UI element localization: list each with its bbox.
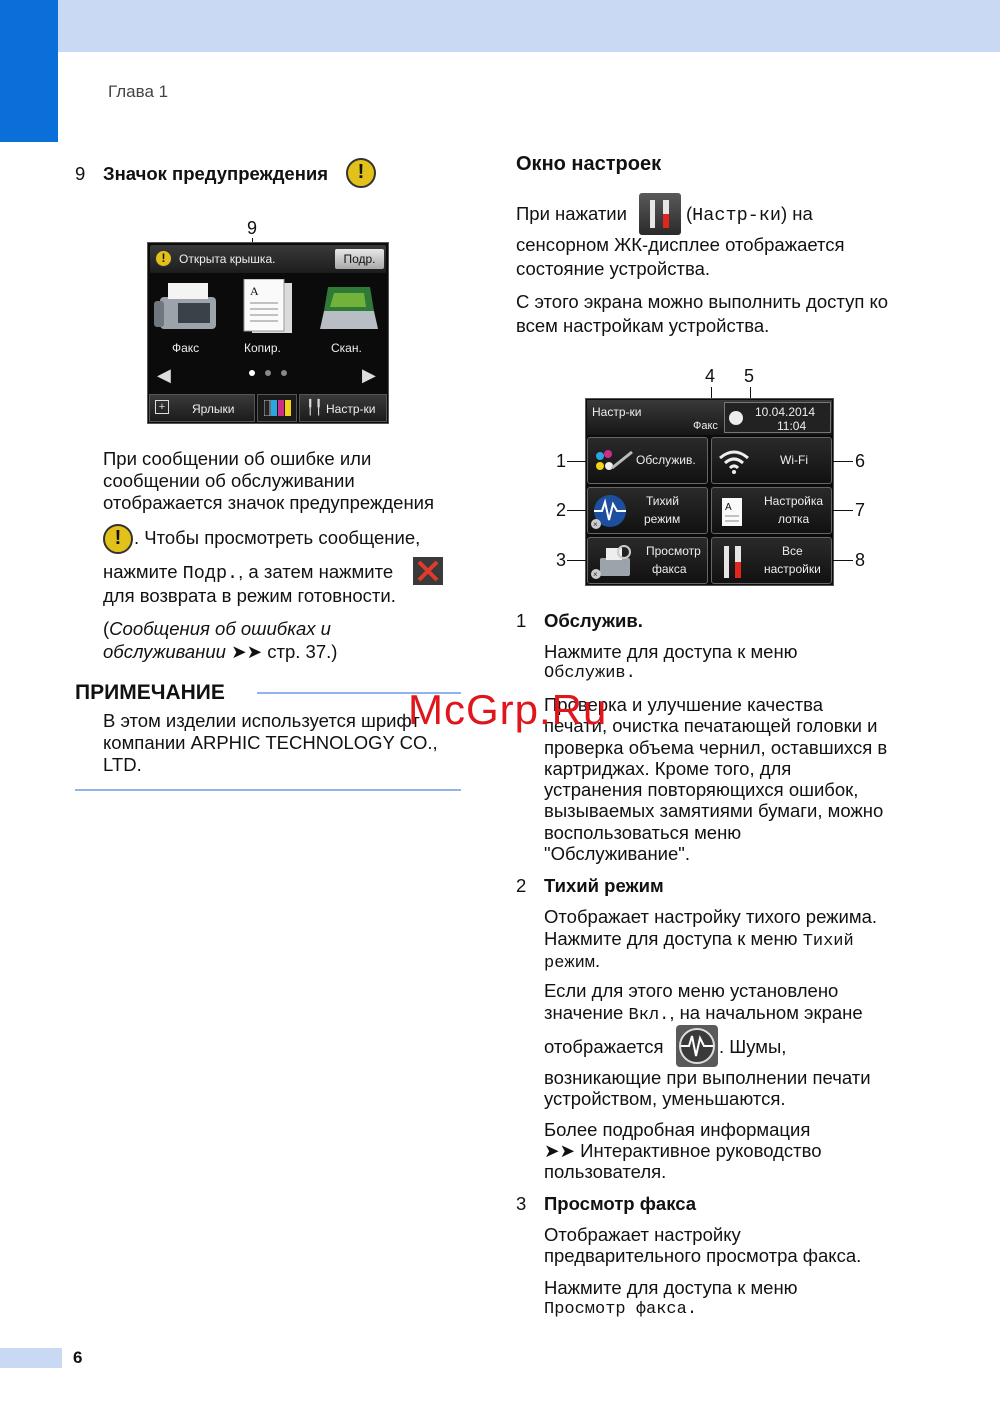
text-line: При сообщении об ошибке или xyxy=(103,448,372,469)
callout-line xyxy=(833,510,853,511)
header-band xyxy=(58,0,1000,52)
maintenance-tile[interactable] xyxy=(587,437,708,484)
warning-paragraph xyxy=(103,448,473,514)
text-fragment: значение xyxy=(544,1002,629,1023)
callout-number: 2 xyxy=(556,500,567,520)
text-line: С этого экрана можно выполнить доступ ко xyxy=(516,291,889,312)
screwdriver-shape xyxy=(650,200,655,228)
text-line: компании ARPHIC TECHNOLOGY CO., xyxy=(103,732,438,753)
text-fragment: , а затем нажмите xyxy=(238,561,394,582)
svg-text:×: × xyxy=(593,570,598,579)
close-icon xyxy=(413,557,443,585)
fax-icon[interactable] xyxy=(154,279,220,335)
date-time-button[interactable] xyxy=(724,402,831,433)
item-number: 2 xyxy=(516,875,527,896)
paper-icon xyxy=(720,496,746,528)
intro-paragraph xyxy=(516,234,845,280)
text-line xyxy=(544,950,600,975)
page-dot xyxy=(249,370,255,376)
text-line: устранения повторяющихся ошибок, xyxy=(544,779,859,801)
mode-label: Факс xyxy=(693,420,718,432)
callout-number: 9 xyxy=(247,218,258,238)
tools-icon xyxy=(720,544,746,580)
text-line: Отображает настройку xyxy=(544,1224,741,1245)
chapter-tab xyxy=(0,0,58,142)
page-dot xyxy=(265,370,271,376)
text-line: устройством, уменьшаются. xyxy=(544,1088,786,1109)
tile-label: Все xyxy=(782,544,803,558)
ink-levels-icon xyxy=(264,400,292,416)
app-label-fax: Факс xyxy=(172,341,200,355)
text-line: отображается значок предупреждения xyxy=(103,492,435,513)
text-line: для возврата в режим готовности. xyxy=(103,585,396,606)
wrench-handle xyxy=(663,214,669,228)
svg-text:A: A xyxy=(725,502,732,513)
text-line: состояние устройства. xyxy=(516,258,710,279)
text-line: всем настройкам устройства. xyxy=(516,315,770,336)
footer-band xyxy=(0,1348,62,1368)
text-fragment: ( xyxy=(686,203,693,224)
callout-line xyxy=(833,560,853,561)
item-title: Тихий режим xyxy=(544,875,664,896)
text-line: Более подробная информация xyxy=(544,1119,811,1140)
text-line xyxy=(686,203,813,227)
right-arrow-icon[interactable]: ▶ xyxy=(362,365,376,385)
text-fragment: Нажмите для доступа к меню xyxy=(544,928,798,949)
text-line: "Обслуживание". xyxy=(544,843,691,865)
warning-icon: ! xyxy=(155,250,172,267)
tile-label: Настройка xyxy=(764,494,824,508)
tile-label: режим xyxy=(644,512,681,526)
section-heading: Окно настроек xyxy=(516,153,662,175)
settings-icon xyxy=(639,193,681,235)
tray-setting-tile[interactable] xyxy=(711,487,832,534)
watermark: McGrp.Ru xyxy=(408,686,608,733)
item-number: 1 xyxy=(516,610,527,631)
text-fragment: . xyxy=(595,950,601,971)
svg-text:A: A xyxy=(250,284,259,298)
callout-line xyxy=(567,461,587,462)
text-line: . Шумы, xyxy=(719,1036,787,1057)
callout-number: 5 xyxy=(744,366,755,386)
text-line: сообщении об обслуживании xyxy=(103,470,355,491)
text-line: LTD. xyxy=(103,754,142,775)
text-line xyxy=(544,1140,822,1162)
ref-title: Сообщения об ошибках и xyxy=(109,618,331,639)
text-line: Отображает настройку тихого режима. xyxy=(544,906,878,927)
tile-label: Обслужив. xyxy=(636,453,696,467)
shortcuts-button[interactable] xyxy=(149,394,255,422)
warning-icon: ! xyxy=(103,524,133,554)
text-line xyxy=(544,1002,863,1027)
section-heading: Значок предупреждения xyxy=(103,163,329,184)
text-line: предварительного просмотра факса. xyxy=(544,1245,862,1266)
tile-label: Wi-Fi xyxy=(780,453,808,467)
text-line: Нажмите для доступа к меню xyxy=(544,641,798,662)
callout-number: 4 xyxy=(705,366,716,386)
callout-line xyxy=(833,461,853,462)
menu-code: режим xyxy=(544,954,596,973)
text-line: Проверка и улучшение качества xyxy=(544,694,824,715)
text-line: картриджах. Кроме того, для xyxy=(544,757,792,779)
time-value: 11:04 xyxy=(777,419,807,433)
quiet-mode-icon xyxy=(590,494,630,530)
app-label-copy: Копир. xyxy=(244,341,281,355)
lcd-settings-screen xyxy=(585,398,834,586)
status-bar xyxy=(150,245,386,273)
callout-number: 1 xyxy=(556,451,567,471)
text-line xyxy=(103,561,393,585)
callout-number: 8 xyxy=(855,550,866,570)
chapter-label: Глава 1 xyxy=(108,82,169,101)
app-label-scan: Скан. xyxy=(331,341,362,355)
menu-code: Обслужив. xyxy=(544,664,636,683)
fax-preview-icon xyxy=(590,544,634,580)
tile-label: Тихий xyxy=(646,494,679,508)
text-fragment: , на начальном экране xyxy=(669,1002,863,1023)
ink-drop-icon xyxy=(592,446,634,476)
fax-preview-tile[interactable] xyxy=(587,537,708,584)
tile-label: лотка xyxy=(778,512,810,526)
clock-icon xyxy=(729,411,743,425)
item-title: Обслужив. xyxy=(544,610,643,631)
arrows-icon: ➤➤ xyxy=(544,1140,576,1161)
note-title: ПРИМЕЧАНИЕ xyxy=(75,681,225,704)
screen-title: Настр-ки xyxy=(592,405,642,419)
wifi-icon xyxy=(718,448,750,474)
lcd-home-screen xyxy=(147,242,389,424)
shortcuts-label: Ярлыки xyxy=(192,402,235,416)
text-line: сенсорном ЖК-дисплее отображается xyxy=(516,234,845,255)
item-title: Просмотр факса xyxy=(544,1193,697,1214)
text-line: Нажмите для доступа к меню xyxy=(544,1277,798,1298)
text-line: возникающие при выполнении печати xyxy=(544,1067,871,1088)
callout-number: 6 xyxy=(855,451,866,471)
all-settings-tile[interactable] xyxy=(711,537,832,584)
details-button[interactable]: Подр. xyxy=(335,249,384,269)
ink-button[interactable] xyxy=(257,394,297,422)
text-line: Если для этого меню установлено xyxy=(544,980,839,1001)
text-fragment: ( xyxy=(103,618,110,639)
text-line: При нажатии xyxy=(516,203,627,224)
text-fragment: ) на xyxy=(781,203,813,224)
access-paragraph xyxy=(516,291,888,337)
quiet-mode-tile[interactable] xyxy=(587,487,708,534)
callout-line xyxy=(567,560,587,561)
date-value: 10.04.2014 xyxy=(755,405,816,419)
text-line: печати, очистка печатающей головки и xyxy=(544,715,878,737)
quiet-mode-icon xyxy=(676,1025,718,1067)
text-fragment: нажмите xyxy=(103,561,183,582)
text-line: воспользоваться меню xyxy=(544,821,742,843)
text-line: пользователя. xyxy=(544,1161,667,1182)
text-line: вызываемых замятиями бумаги, можно xyxy=(544,800,884,822)
text-line: отображается xyxy=(544,1036,664,1057)
tools-icon: ╿╿ xyxy=(306,399,323,415)
menu-code: Подр. xyxy=(182,563,239,584)
wifi-tile[interactable] xyxy=(711,437,832,484)
reference xyxy=(103,641,337,663)
settings-status-bar xyxy=(587,400,832,435)
copy-icon[interactable] xyxy=(240,279,298,337)
callout-line xyxy=(567,510,587,511)
callout-number: 3 xyxy=(556,550,567,570)
svg-text:×: × xyxy=(593,520,598,529)
left-arrow-icon[interactable]: ◀ xyxy=(157,365,171,385)
item-number: 9 xyxy=(75,163,86,184)
menu-code: Вкл. xyxy=(628,1006,670,1025)
warning-icon: ! xyxy=(346,158,376,188)
text-fragment: Интерактивное руководство xyxy=(580,1140,822,1161)
tile-label: Просмотр xyxy=(646,544,701,558)
text-line: В этом изделии используется шрифт xyxy=(103,710,420,731)
page-dot xyxy=(281,370,287,376)
reference xyxy=(103,618,331,640)
text-line: проверка объема чернил, оставшихся в xyxy=(544,736,888,758)
plus-icon: + xyxy=(155,400,169,414)
tile-label: настройки xyxy=(764,562,821,576)
callout-number: 7 xyxy=(855,500,866,520)
text-line: . Чтобы просмотреть сообщение, xyxy=(134,527,421,548)
page-ref[interactable]: стр. 37.) xyxy=(267,641,338,662)
note-rule xyxy=(75,789,461,791)
settings-label: Настр-ки xyxy=(326,402,376,416)
menu-code: Настр-ки xyxy=(692,205,781,226)
settings-button[interactable] xyxy=(299,394,387,422)
tile-label: факса xyxy=(652,562,687,576)
arrows-icon: ➤➤ xyxy=(231,641,263,662)
scanner-icon[interactable] xyxy=(318,281,380,333)
status-message: Открыта крышка. xyxy=(179,252,276,266)
item-number: 3 xyxy=(516,1193,527,1214)
menu-code: Просмотр факса. xyxy=(544,1300,698,1319)
ref-title: обслуживании xyxy=(103,641,226,662)
page-number: 6 xyxy=(73,1348,83,1367)
menu-code: Тихий xyxy=(802,932,854,951)
